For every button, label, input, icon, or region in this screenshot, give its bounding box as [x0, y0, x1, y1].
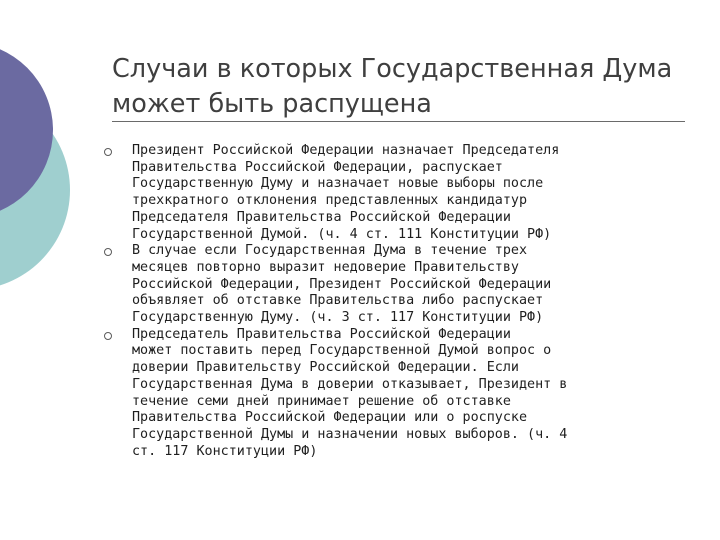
list-item-line: трехкратного отклонения представленных кандидатур [132, 193, 528, 209]
slide-title-line-2: может быть распущена [112, 89, 432, 119]
circle-bullet-icon [104, 148, 112, 156]
bullet-list [104, 143, 684, 460]
list-item-line: доверии Правительству Российской Федерации. Если [132, 360, 519, 376]
list-item-text [132, 143, 684, 243]
slide-title [112, 52, 692, 122]
slide-title-line-1: Случаи в которых Государственная Дума [112, 54, 673, 84]
list-item-line: Российской Федерации, Президент Российской Федерации [132, 276, 552, 292]
list-item [104, 327, 684, 461]
list-item [104, 243, 684, 327]
list-item-line: Председателя Правительства Российской Федерации [132, 209, 511, 225]
list-item-line: Президент Российской Федерации назначает Председателя [132, 143, 560, 158]
list-item-line: Государственную Думу и назначает новые выборы после [132, 176, 544, 192]
list-item-line: Государственная Дума в доверии отказывает, Президент в [132, 376, 568, 392]
list-item-line: Государственной Думы и назначении новых выборов. (ч. 4 [132, 426, 568, 442]
list-item-line: Правительства Российской Федерации, распускает [132, 159, 503, 175]
list-item-line: объявляет об отставке Правительства либо распускает [132, 293, 544, 309]
list-item-line: течение семи дней принимает решение об отставке [132, 393, 511, 409]
list-item-line: месяцев повторно выразит недоверие Правительству [132, 259, 519, 275]
list-item-line: Государственную Думу. (ч. 3 ст. 117 Конституции РФ) [132, 310, 544, 326]
decorative-circles [0, 0, 110, 290]
circle-bullet-icon [104, 332, 112, 340]
list-item-line: ст. 117 Конституции РФ) [132, 443, 318, 459]
list-item-line: В случае если Государственная Дума в течение трех [132, 243, 528, 259]
list-item-line: может поставить перед Государственной Думой вопрос о [132, 343, 552, 359]
list-item [104, 143, 684, 243]
list-item-text [132, 243, 684, 327]
list-item-line: Государственной Думой. (ч. 4 ст. 111 Конституции РФ) [132, 226, 552, 242]
list-item-text [132, 327, 684, 461]
circle-bullet-icon [104, 248, 112, 256]
title-divider [112, 121, 685, 122]
list-item-line: Правительства Российской Федерации или о роспуске [132, 410, 528, 426]
list-item-line: Председатель Правительства Российской Федерации [132, 326, 511, 342]
